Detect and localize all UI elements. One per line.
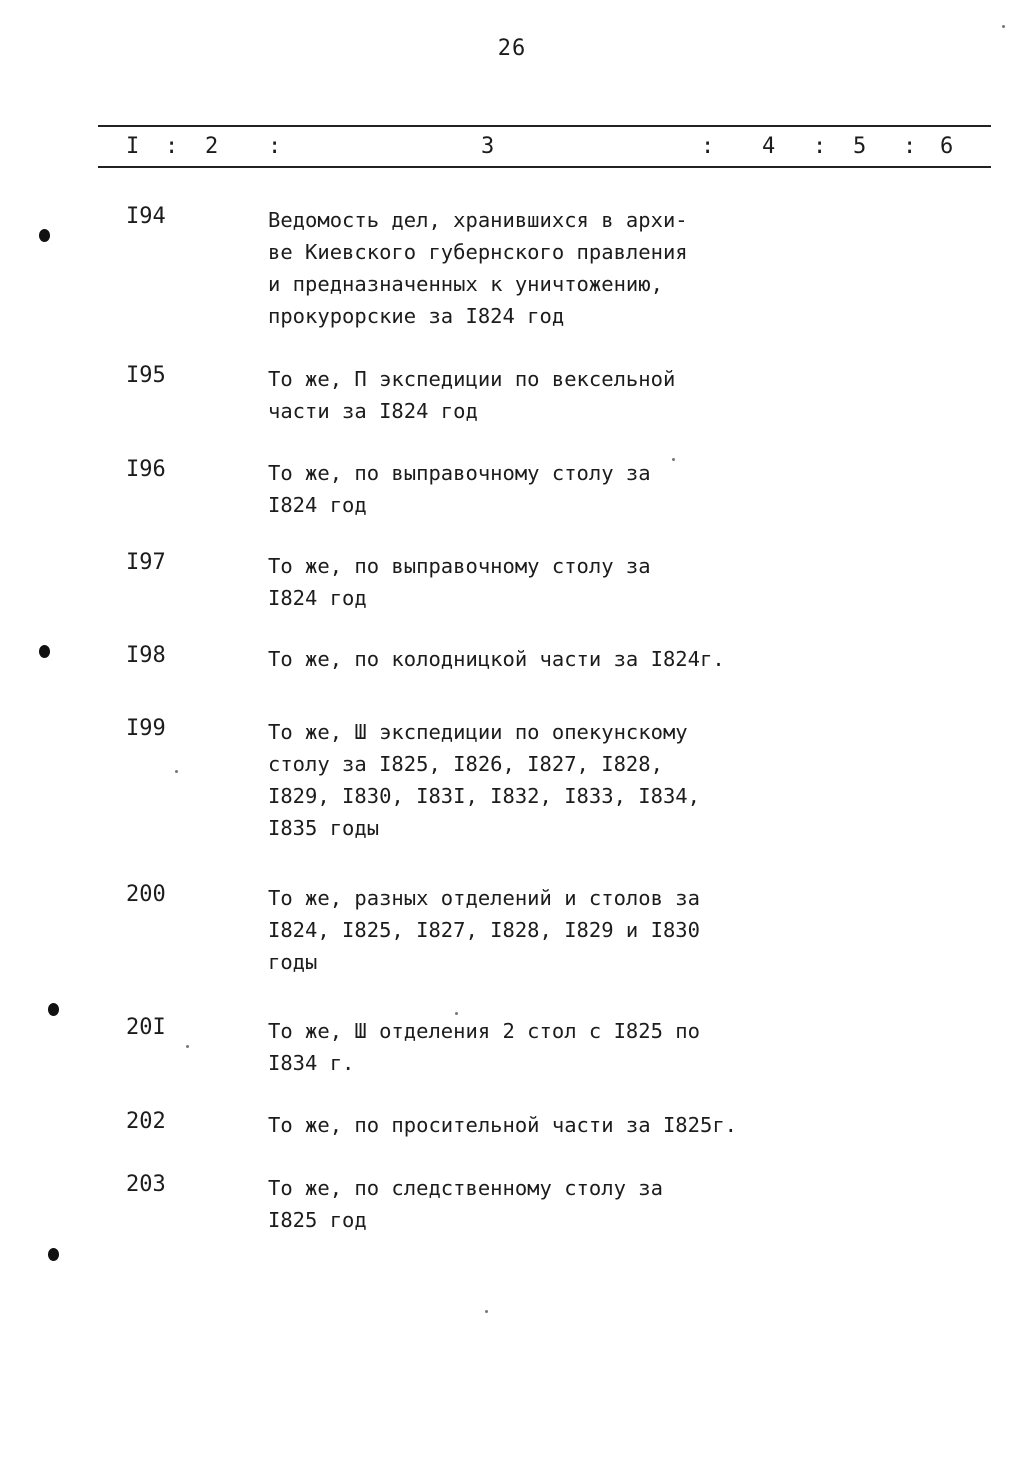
punch-hole-mark: [48, 1248, 59, 1261]
item-number: I97: [126, 550, 166, 575]
item-number: 203: [126, 1172, 166, 1197]
column-separator: :: [701, 134, 715, 159]
column-header-6: 6: [940, 134, 954, 159]
item-number: 202: [126, 1109, 166, 1134]
scan-speck: [672, 458, 675, 461]
item-description: То же, Ш отделения 2 стол с I825 по I834 г.: [268, 1019, 700, 1075]
scan-speck: [1002, 25, 1005, 28]
column-header-2: 2: [205, 134, 219, 159]
column-header-5: 5: [853, 134, 867, 159]
column-header-4: 4: [762, 134, 776, 159]
page-number: 26: [497, 36, 527, 61]
scan-speck: [455, 1012, 458, 1015]
item-number: I94: [126, 204, 166, 229]
item-number: I96: [126, 457, 166, 482]
item-description: Ведомость дел, хранившихся в архи- ве Киевского губернского правления и предназначенных к уничтожению, прокурорские за I824 год: [268, 208, 688, 328]
table-header-bottom-rule: [98, 166, 991, 168]
punch-hole-mark: [39, 645, 50, 658]
item-description: То же, по колодницкой части за I824г.: [268, 647, 725, 671]
table-header-top-rule: [98, 125, 991, 127]
column-separator: :: [165, 134, 179, 159]
column-separator: :: [903, 134, 917, 159]
item-description: То же, по выправочному столу за I824 год: [268, 461, 651, 517]
scan-speck: [186, 1045, 189, 1048]
item-description: То же, разных отделений и столов за I824, I825, I827, I828, I829 и I830 годы: [268, 886, 700, 974]
item-description: То же, П экспедиции по вексельной части за I824 год: [268, 367, 676, 423]
item-description: То же, по следственному столу за I825 год: [268, 1176, 663, 1232]
punch-hole-mark: [39, 229, 50, 242]
column-separator: :: [813, 134, 827, 159]
item-number: I99: [126, 716, 166, 741]
scan-speck: [175, 770, 178, 773]
item-number: I98: [126, 643, 166, 668]
item-description: То же, по выправочному столу за I824 год: [268, 554, 651, 610]
item-number: 200: [126, 882, 166, 907]
item-description: То же, по просительной части за I825г.: [268, 1113, 737, 1137]
scan-speck: [485, 1310, 488, 1313]
punch-hole-mark: [48, 1003, 59, 1016]
column-separator: :: [268, 134, 282, 159]
item-description: То же, Ш экспедиции по опекунскому столу за I825, I826, I827, I828, I829, I830, I83I, I832, I833, I834, I835 годы: [268, 720, 700, 840]
item-number: 20I: [126, 1015, 166, 1040]
column-header-3: 3: [481, 134, 495, 159]
column-header-1: I: [126, 134, 140, 159]
item-number: I95: [126, 363, 166, 388]
